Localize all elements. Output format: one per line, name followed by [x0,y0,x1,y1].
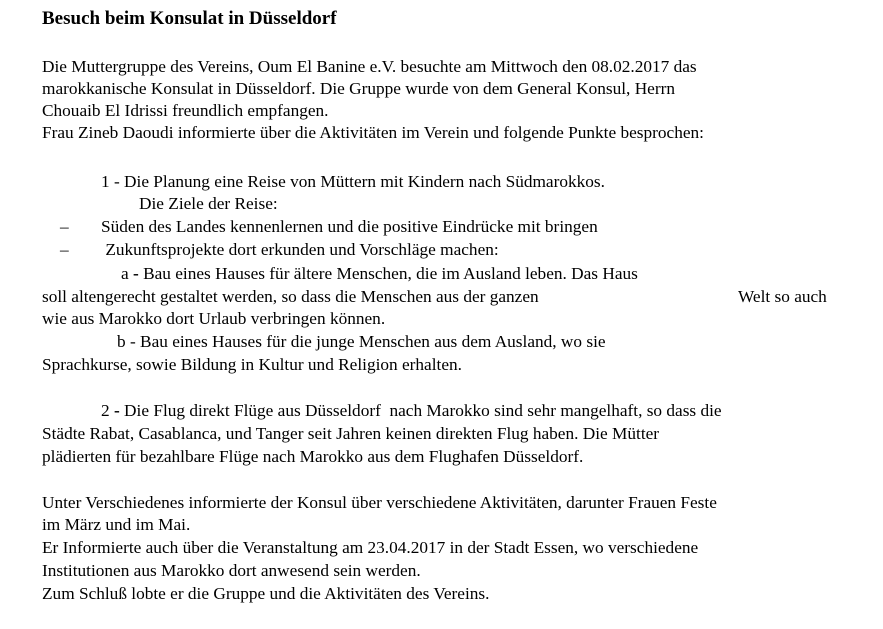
bullet-dash-2: – [60,240,69,259]
bullet-2-text: Zukunftsprojekte dort erkunden und Vorschläge machen: [101,240,499,259]
bullet-1-text: Süden des Landes kennenlernen und die positive Eindrücke mit bringen [101,217,598,236]
point-2-line-3: plädierten für bezahlbare Flüge nach Marokko aus dem Flughafen Düsseldorf. [42,447,584,466]
sub-point-a-line-2-right: Welt so auch [738,287,827,306]
goals-label: Die Ziele der Reise: [139,194,278,213]
document-title: Besuch beim Konsulat in Düsseldorf [42,8,337,29]
point-2-number: 2 [101,401,114,420]
sub-point-a-line-1 [121,263,638,285]
intro-line-4: Frau Zineb Daoudi informierte über die Aktivitäten im Verein und folgende Punkte besprochen: [42,123,704,142]
point-2-line-1 [101,400,722,422]
point-1-heading: 1 - Die Planung eine Reise von Müttern mit Kindern nach Südmarokkos. [101,172,605,191]
point-2-dash: - [113,401,120,420]
point-2-line-2: Städte Rabat, Casablanca, und Tanger seit Jahren keinen direkten Flug haben. Die Mütter [42,424,660,443]
closing-line-1: Unter Verschiedenes informierte der Konsul über verschiedene Aktivitäten, darunter Frauen Feste [42,493,717,512]
sub-point-b-line-1: b - Bau eines Hauses für die junge Menschen aus dem Ausland, wo sie [117,332,606,351]
intro-line-1: Die Muttergruppe des Vereins, Oum El Banine e.V. besuchte am Mittwoch den 08.02.2017 das [42,57,697,76]
intro-line-2: marokkanische Konsulat in Düsseldorf. Die Gruppe wurde von dem General Konsul, Herrn [42,79,676,98]
closing-line-5: Zum Schluß lobte er die Gruppe und die Aktivitäten des Vereins. [42,584,490,603]
intro-line-3: Chouaib El Idrissi freundlich empfangen. [42,101,329,120]
closing-line-4: Institutionen aus Marokko dort anwesend sein werden. [42,561,421,580]
sub-point-b-line-2: Sprachkurse, sowie Bildung in Kultur und Religion erhalten. [42,355,462,374]
sub-point-a-dash: - [133,264,139,283]
closing-line-3: Er Informierte auch über die Veranstaltung am 23.04.2017 in der Stadt Essen, wo verschiedene [42,538,699,557]
point-2-text: Die Flug direkt Flüge aus Düsseldorf nach Marokko sind sehr mangelhaft, so dass die [119,401,722,420]
bullet-dash-1: – [60,217,69,236]
sub-point-a-line-2: soll altengerecht gestaltet werden, so dass die Menschen aus der ganzen [42,287,539,306]
sub-point-a-line-3: wie aus Marokko dort Urlaub verbringen können. [42,309,386,328]
closing-line-2: im März und im Mai. [42,515,191,534]
sub-point-a-text: Bau eines Hauses für ältere Menschen, die im Ausland leben. Das Haus [138,264,638,283]
sub-point-a-letter: a [121,264,133,283]
